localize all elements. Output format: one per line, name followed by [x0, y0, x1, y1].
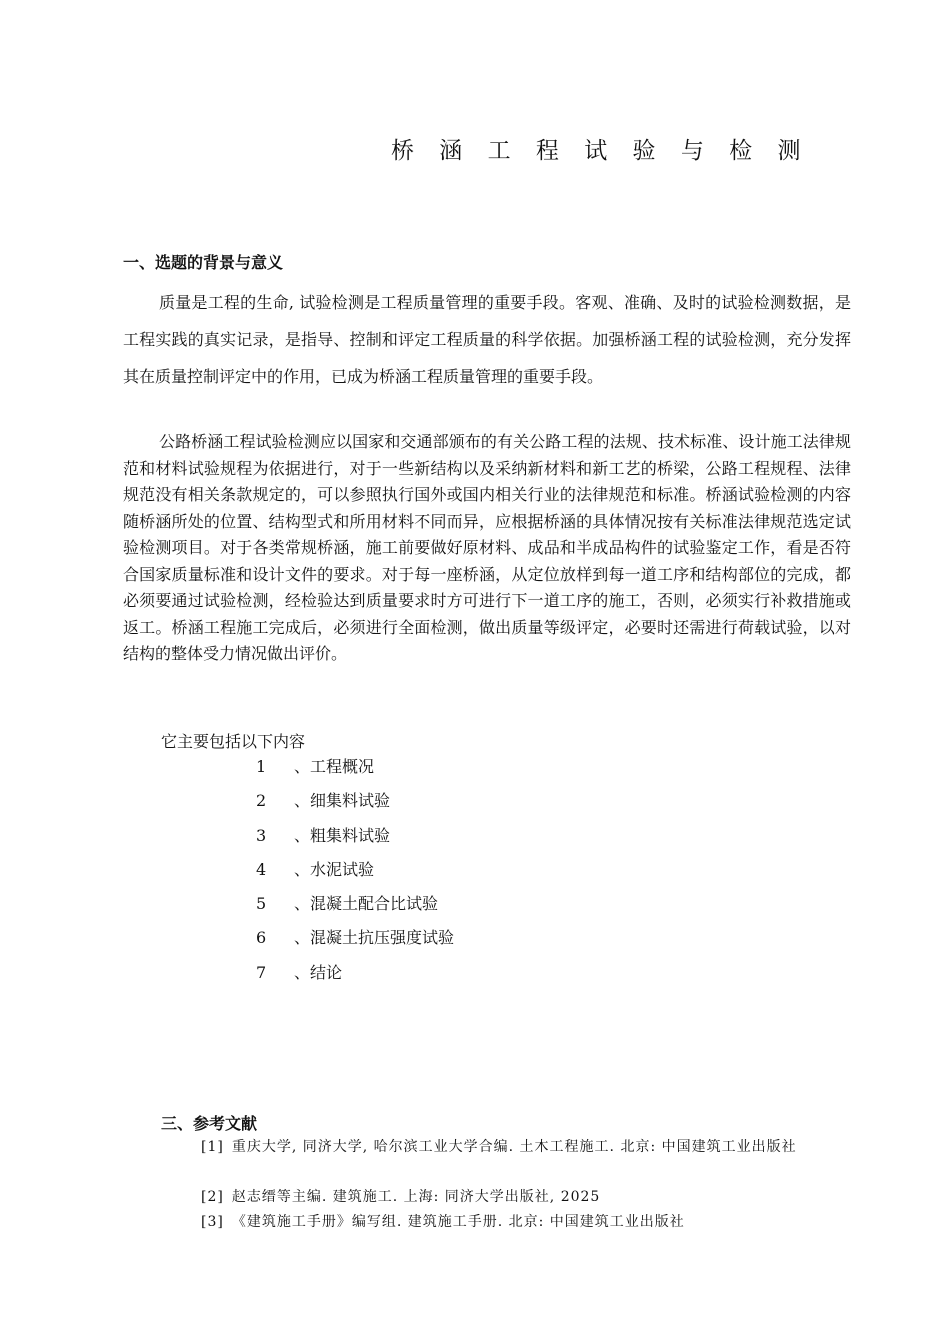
reference-text: 《建筑施工手册》编写组. 建筑施工手册. 北京: 中国建筑工业出版社: [231, 1214, 685, 1230]
paragraph-highway-bridge-testing: 公路桥涵工程试验检测应以国家和交通部颁布的有关公路工程的法规、技术标准、设计施工法律规范和材料试验规程为依据进行，对于一些新结构以及采纳新材料和新工艺的桥梁，公路工程规程、法律规范没有相关条款规定的，可以参照执行国外或国内相关行业的法律规范和标准。桥涵试验检测的内容随桥涵所处的位置、结构型式和所用材料不同而异，应根据桥涵的具体情况按有关标准法律规范选定试验检测项目。对于各类常规桥涵，施工前要做好原材料、成品和半成品构件的试验鉴定工作，看是否符合国家质量标准和设计文件的要求。对于每一座桥涵，从定位放样到每一道工序和结构部位的完成，都必须要通过试验检测，经检验达到质量要求时方可进行下一道工序的施工，否则，必须实行补救措施或返工。桥涵工程施工完成后，必须进行全面检测，做出质量等级评定，必要时还需进行荷载试验，以对结构的整体受力情况做出评价。: [123, 432, 851, 663]
paragraph-quality: 质量是工程的生命, 试验检测是工程质量管理的重要手段。客观、准确、及时的试验检测数据，是工程实践的真实记录，是指导、控制和评定工程质量的科学依据。加强桥涵工程的试验检测，充分发挥其在质量控制评定中的作用，已成为桥涵工程质量管理的重要手段。: [123, 293, 851, 386]
reference-item: [123, 1209, 849, 1235]
list-item-number: 3: [256, 825, 267, 845]
list-item: [256, 754, 454, 788]
list-item: [256, 925, 454, 959]
list-item-text: 、混凝土抗压强度试验: [294, 928, 455, 948]
list-item-text: 、水泥试验: [294, 859, 375, 879]
contents-intro: 它主要包括以下内容: [161, 732, 306, 751]
contents-list: [256, 754, 454, 994]
list-item-text: 、结论: [294, 962, 343, 982]
list-item-number: 7: [256, 962, 267, 982]
section-heading-background: 一、选题的背景与意义: [123, 253, 284, 272]
list-item: [256, 891, 454, 925]
document-title: 桥 涵 工 程 试 验 与 检 测: [391, 138, 810, 164]
list-item-text: 、细集料试验: [294, 791, 391, 811]
list-item-number: 4: [256, 859, 267, 879]
list-item-number: 1: [256, 757, 267, 776]
reference-text: 重庆大学, 同济大学, 哈尔滨工业大学合编. 土木工程施工. 北京: 中国建筑工业出版社: [231, 1139, 797, 1155]
list-item: [256, 823, 454, 857]
reference-item: [123, 1134, 849, 1160]
reference-label: [3]: [201, 1214, 224, 1230]
list-item-number: 2: [256, 791, 267, 811]
reference-text: 赵志缙等主编. 建筑施工. 上海: 同济大学出版社, 2025: [231, 1189, 601, 1205]
reference-item: [123, 1184, 849, 1210]
section-heading-references: 三、参考文献: [161, 1114, 258, 1133]
reference-label: [2]: [201, 1189, 224, 1205]
list-item-text: 、工程概况: [294, 757, 375, 776]
list-item: [256, 857, 454, 891]
list-item: [256, 960, 454, 994]
reference-label: [1]: [201, 1139, 224, 1155]
list-item-number: 5: [256, 894, 267, 914]
list-item-number: 6: [256, 928, 267, 948]
list-item-text: 、混凝土配合比试验: [294, 894, 439, 914]
list-item-text: 、粗集料试验: [294, 825, 391, 845]
list-item: [256, 788, 454, 822]
